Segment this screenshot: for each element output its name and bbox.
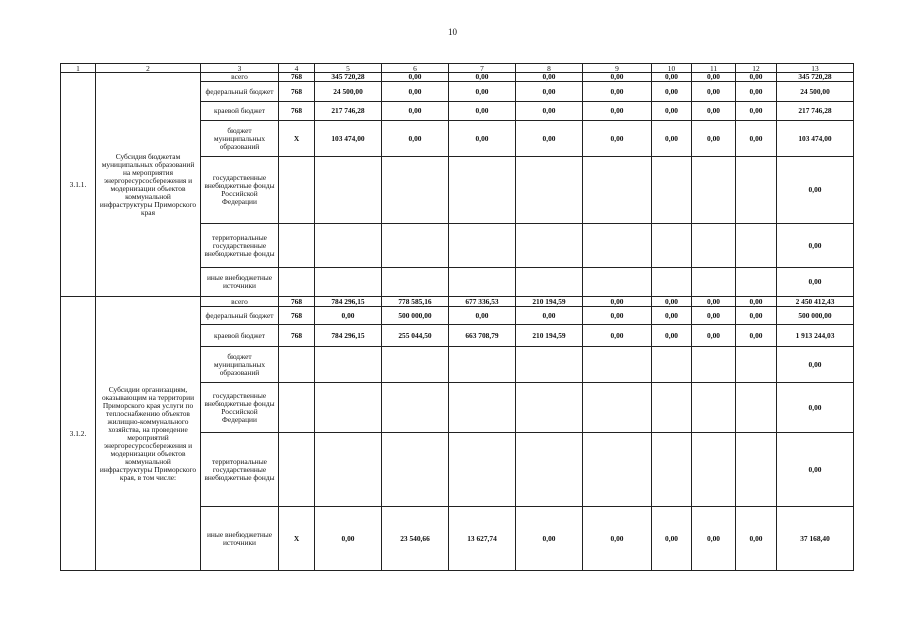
value-cell: 0,00 xyxy=(516,121,583,157)
value-cell xyxy=(382,383,449,433)
value-cell: 210 194,59 xyxy=(516,325,583,347)
value-cell: 677 336,53 xyxy=(449,297,516,307)
value-cell: 663 708,79 xyxy=(449,325,516,347)
value-cell: 0,00 xyxy=(652,82,692,102)
column-header: 8 xyxy=(516,64,583,73)
budget-code: 768 xyxy=(279,102,315,121)
value-cell xyxy=(652,224,692,268)
value-cell: 0,00 xyxy=(736,307,777,325)
total-cell: 24 500,00 xyxy=(777,82,854,102)
value-cell: 217 746,28 xyxy=(315,102,382,121)
value-cell xyxy=(583,347,652,383)
value-cell: 0,00 xyxy=(516,507,583,571)
value-cell: 24 500,00 xyxy=(315,82,382,102)
column-header: 11 xyxy=(692,64,736,73)
budget-code: X xyxy=(279,507,315,571)
section-description: Субсидия бюджетам муниципальных образований на мероприятия энергоресурсосбережения и модернизации объектов коммунальной инфраструктуры Приморского края xyxy=(96,73,201,297)
total-cell: 0,00 xyxy=(777,347,854,383)
value-cell xyxy=(736,347,777,383)
value-cell: 0,00 xyxy=(583,507,652,571)
value-cell xyxy=(382,157,449,224)
budget-code: 768 xyxy=(279,297,315,307)
value-cell: 0,00 xyxy=(652,102,692,121)
budget-code: 768 xyxy=(279,82,315,102)
column-header: 6 xyxy=(382,64,449,73)
value-cell xyxy=(736,224,777,268)
value-cell xyxy=(692,224,736,268)
value-cell: 0,00 xyxy=(736,325,777,347)
value-cell: 0,00 xyxy=(449,121,516,157)
value-cell xyxy=(516,268,583,297)
value-cell: 13 627,74 xyxy=(449,507,516,571)
header-row xyxy=(61,64,854,73)
budget-table xyxy=(60,63,854,571)
value-cell: 0,00 xyxy=(449,82,516,102)
value-cell: 0,00 xyxy=(315,507,382,571)
value-cell: 0,00 xyxy=(692,307,736,325)
value-cell: 0,00 xyxy=(652,297,692,307)
column-header: 1 xyxy=(61,64,96,73)
funding-source: краевой бюджет xyxy=(201,325,279,347)
total-cell: 2 450 412,43 xyxy=(777,297,854,307)
budget-code: 768 xyxy=(279,73,315,82)
value-cell: 0,00 xyxy=(382,102,449,121)
funding-source: территориальные государственные внебюджетные фонды xyxy=(201,224,279,268)
value-cell xyxy=(315,433,382,507)
value-cell: 0,00 xyxy=(736,73,777,82)
value-cell: 0,00 xyxy=(692,82,736,102)
value-cell: 778 585,16 xyxy=(382,297,449,307)
value-cell xyxy=(652,347,692,383)
value-cell: 784 296,15 xyxy=(315,297,382,307)
value-cell xyxy=(583,157,652,224)
budget-code: 768 xyxy=(279,307,315,325)
value-cell: 0,00 xyxy=(382,121,449,157)
table-row xyxy=(61,73,854,82)
column-header: 3 xyxy=(201,64,279,73)
funding-source: федеральный бюджет xyxy=(201,82,279,102)
total-cell: 0,00 xyxy=(777,224,854,268)
value-cell: 0,00 xyxy=(652,73,692,82)
column-header: 9 xyxy=(583,64,652,73)
value-cell: 0,00 xyxy=(692,507,736,571)
value-cell xyxy=(449,268,516,297)
value-cell: 0,00 xyxy=(516,82,583,102)
funding-source: всего xyxy=(201,297,279,307)
funding-source: бюджет муниципальных образований xyxy=(201,347,279,383)
value-cell xyxy=(736,268,777,297)
value-cell xyxy=(382,347,449,383)
funding-source: иные внебюджетные источники xyxy=(201,268,279,297)
value-cell xyxy=(652,157,692,224)
table-row xyxy=(61,297,854,307)
funding-source: краевой бюджет xyxy=(201,102,279,121)
value-cell xyxy=(736,157,777,224)
value-cell xyxy=(692,268,736,297)
value-cell xyxy=(736,433,777,507)
value-cell: 0,00 xyxy=(692,325,736,347)
value-cell xyxy=(449,347,516,383)
value-cell xyxy=(652,268,692,297)
value-cell xyxy=(652,383,692,433)
value-cell: 784 296,15 xyxy=(315,325,382,347)
value-cell xyxy=(736,383,777,433)
value-cell: 0,00 xyxy=(516,102,583,121)
section-number: 3.1.1. xyxy=(61,73,96,297)
budget-code: X xyxy=(279,121,315,157)
budget-code xyxy=(279,347,315,383)
budget-code xyxy=(279,383,315,433)
value-cell xyxy=(583,383,652,433)
column-header: 12 xyxy=(736,64,777,73)
column-header: 4 xyxy=(279,64,315,73)
total-cell: 345 720,28 xyxy=(777,73,854,82)
value-cell xyxy=(516,383,583,433)
value-cell: 210 194,59 xyxy=(516,297,583,307)
value-cell: 0,00 xyxy=(736,102,777,121)
value-cell: 0,00 xyxy=(449,73,516,82)
value-cell: 0,00 xyxy=(583,297,652,307)
value-cell: 255 044,50 xyxy=(382,325,449,347)
value-cell xyxy=(315,383,382,433)
value-cell xyxy=(516,224,583,268)
value-cell: 0,00 xyxy=(583,325,652,347)
value-cell xyxy=(449,433,516,507)
total-cell: 1 913 244,03 xyxy=(777,325,854,347)
value-cell xyxy=(449,383,516,433)
value-cell: 0,00 xyxy=(449,102,516,121)
value-cell: 500 000,00 xyxy=(382,307,449,325)
budget-code xyxy=(279,224,315,268)
total-cell: 0,00 xyxy=(777,383,854,433)
value-cell: 0,00 xyxy=(652,121,692,157)
value-cell: 0,00 xyxy=(692,297,736,307)
funding-source: государственные внебюджетные фонды Российской Федерации xyxy=(201,157,279,224)
value-cell: 0,00 xyxy=(583,73,652,82)
value-cell: 0,00 xyxy=(583,102,652,121)
value-cell xyxy=(583,433,652,507)
column-header: 2 xyxy=(96,64,201,73)
column-header: 5 xyxy=(315,64,382,73)
total-cell: 0,00 xyxy=(777,268,854,297)
budget-code xyxy=(279,157,315,224)
value-cell: 0,00 xyxy=(692,73,736,82)
total-cell: 37 168,40 xyxy=(777,507,854,571)
value-cell xyxy=(516,433,583,507)
value-cell xyxy=(516,347,583,383)
funding-source: всего xyxy=(201,73,279,82)
section-description: Субсидии организациям, оказывающим на территории Приморского края услуги по теплоснабжению объектов жилищно-коммунального хозяйства, на проведение мероприятий энергоресурсосбережения и модернизации объектов коммунальной инфраструктуры Приморского края, в том числе: xyxy=(96,297,201,571)
value-cell xyxy=(382,433,449,507)
value-cell: 0,00 xyxy=(652,325,692,347)
value-cell: 345 720,28 xyxy=(315,73,382,82)
column-header: 7 xyxy=(449,64,516,73)
value-cell: 0,00 xyxy=(516,307,583,325)
column-header: 13 xyxy=(777,64,854,73)
value-cell: 0,00 xyxy=(516,73,583,82)
value-cell xyxy=(516,157,583,224)
value-cell: 0,00 xyxy=(692,102,736,121)
value-cell: 0,00 xyxy=(449,307,516,325)
value-cell xyxy=(583,224,652,268)
total-cell: 0,00 xyxy=(777,433,854,507)
value-cell xyxy=(382,224,449,268)
value-cell xyxy=(315,157,382,224)
value-cell xyxy=(449,224,516,268)
funding-source: бюджет муниципальных образований xyxy=(201,121,279,157)
total-cell: 217 746,28 xyxy=(777,102,854,121)
value-cell: 0,00 xyxy=(583,121,652,157)
value-cell: 0,00 xyxy=(736,82,777,102)
value-cell: 0,00 xyxy=(382,82,449,102)
value-cell xyxy=(315,224,382,268)
total-cell: 0,00 xyxy=(777,157,854,224)
value-cell: 0,00 xyxy=(583,82,652,102)
value-cell xyxy=(692,383,736,433)
value-cell: 0,00 xyxy=(652,307,692,325)
budget-code xyxy=(279,268,315,297)
value-cell: 0,00 xyxy=(382,73,449,82)
value-cell xyxy=(382,268,449,297)
budget-code: 768 xyxy=(279,325,315,347)
value-cell: 0,00 xyxy=(315,307,382,325)
value-cell: 0,00 xyxy=(692,121,736,157)
budget-code xyxy=(279,433,315,507)
funding-source: территориальные государственные внебюджетные фонды xyxy=(201,433,279,507)
column-header: 10 xyxy=(652,64,692,73)
value-cell: 23 540,66 xyxy=(382,507,449,571)
value-cell xyxy=(692,433,736,507)
value-cell: 103 474,00 xyxy=(315,121,382,157)
section-number: 3.1.2. xyxy=(61,297,96,571)
total-cell: 103 474,00 xyxy=(777,121,854,157)
funding-source: федеральный бюджет xyxy=(201,307,279,325)
value-cell xyxy=(583,268,652,297)
value-cell xyxy=(692,157,736,224)
value-cell xyxy=(315,347,382,383)
value-cell xyxy=(652,433,692,507)
value-cell: 0,00 xyxy=(736,297,777,307)
value-cell: 0,00 xyxy=(652,507,692,571)
value-cell: 0,00 xyxy=(583,307,652,325)
value-cell xyxy=(449,157,516,224)
funding-source: государственные внебюджетные фонды Российской Федерации xyxy=(201,383,279,433)
value-cell xyxy=(315,268,382,297)
page-number: 10 xyxy=(448,27,457,37)
value-cell xyxy=(692,347,736,383)
value-cell: 0,00 xyxy=(736,507,777,571)
funding-source: иные внебюджетные источники xyxy=(201,507,279,571)
value-cell: 0,00 xyxy=(736,121,777,157)
total-cell: 500 000,00 xyxy=(777,307,854,325)
